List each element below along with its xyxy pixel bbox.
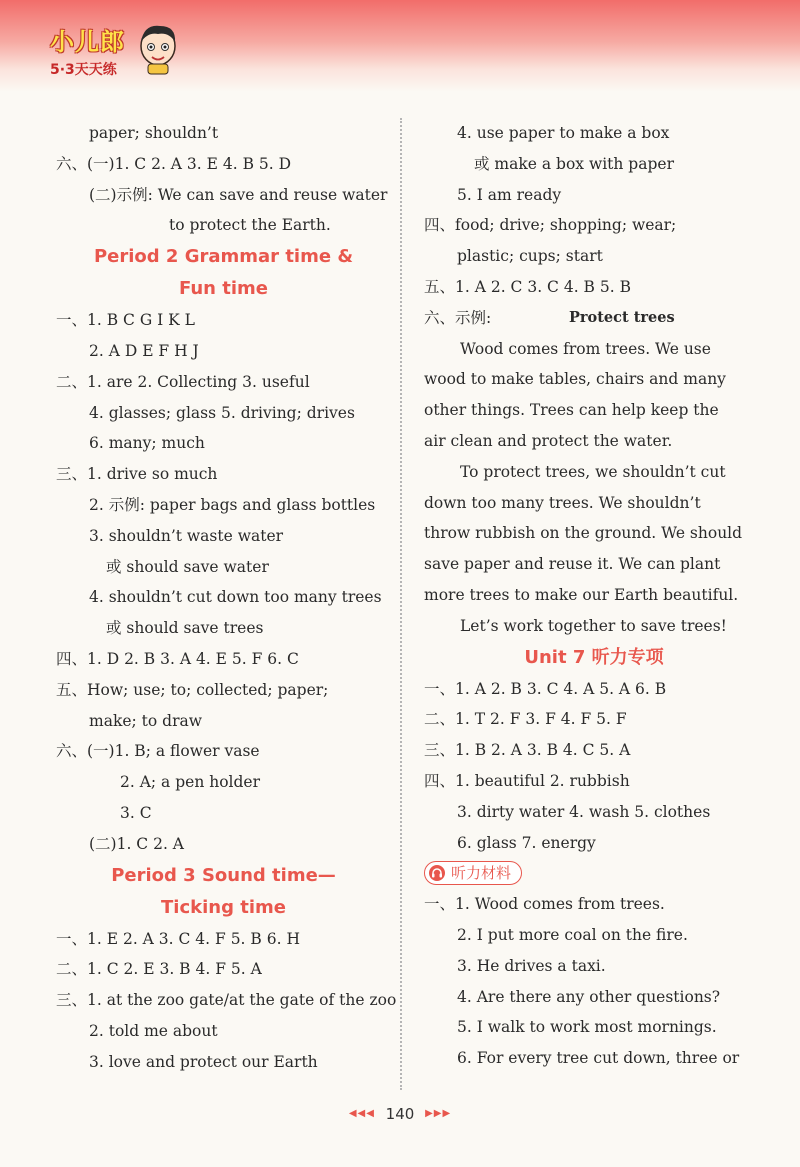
section-heading: Ticking time bbox=[161, 896, 286, 918]
essay-line: more trees to make our Earth beautiful. bbox=[424, 585, 739, 604]
answer-line: 二、1. T 2. F 3. F 4. F 5. F bbox=[424, 710, 627, 729]
answer-line: 三、1. B 2. A 3. B 4. C 5. A bbox=[424, 741, 631, 760]
section-heading: Period 2 Grammar time & bbox=[93, 246, 354, 268]
page-number: 140 bbox=[385, 1104, 415, 1123]
answer-line: 5. I am ready bbox=[457, 185, 562, 204]
essay-line: Wood comes from trees. We use bbox=[460, 339, 711, 358]
answer-line: 4. glasses; glass 5. driving; drives bbox=[89, 403, 355, 422]
answer-line: (二)1. C 2. A bbox=[89, 834, 185, 853]
essay-line: down too many trees. We shouldn’t bbox=[424, 493, 701, 512]
answer-line: 或 should save water bbox=[106, 557, 269, 576]
essay-line: air clean and protect the water. bbox=[424, 431, 673, 450]
answer-line: 一、1. Wood comes from trees. bbox=[424, 895, 665, 914]
tag-line bbox=[424, 858, 764, 889]
answer-line: 六、(一)1. B; a flower vase bbox=[56, 742, 260, 761]
answer-line: 二、1. are 2. Collecting 3. useful bbox=[56, 372, 310, 391]
answer-line: 二、1. C 2. E 3. B 4. F 5. A bbox=[56, 960, 262, 979]
essay-line: To protect trees, we shouldn’t cut bbox=[460, 462, 726, 481]
section-heading: Unit 7 听力专项 bbox=[524, 646, 664, 668]
section-heading: Period 3 Sound time— bbox=[111, 864, 336, 886]
answer-line: 四、1. D 2. B 3. A 4. E 5. F 6. C bbox=[56, 649, 299, 668]
answer-line: 五、How; use; to; collected; paper; bbox=[56, 680, 329, 699]
answer-line: 6. For every tree cut down, three or bbox=[457, 1049, 740, 1068]
answer-line: 一、1. E 2. A 3. C 4. F 5. B 6. H bbox=[56, 929, 300, 948]
answer-line: 2. 示例: paper bags and glass bottles bbox=[89, 495, 376, 514]
essay-title: Protect trees bbox=[569, 308, 675, 326]
headphones-icon bbox=[429, 865, 445, 881]
essay-line: wood to make tables, chairs and many bbox=[424, 370, 726, 389]
answer-line: 2. A D E F H J bbox=[89, 341, 199, 360]
answer-line: 3. He drives a taxi. bbox=[457, 956, 606, 975]
answer-line: 一、1. A 2. B 3. C 4. A 5. A 6. B bbox=[424, 679, 667, 698]
next-arrows-icon: ▶▶▶ bbox=[425, 1108, 452, 1119]
essay-intro-line bbox=[424, 303, 764, 334]
answer-line: 3. dirty water 4. wash 5. clothes bbox=[457, 802, 711, 821]
answer-line: 2. told me about bbox=[89, 1021, 218, 1040]
listening-material-tag bbox=[424, 861, 522, 885]
answer-line: 五、1. A 2. C 3. C 4. B 5. B bbox=[424, 277, 631, 296]
answer-line: 六、(一)1. C 2. A 3. E 4. B 5. D bbox=[56, 154, 292, 173]
answer-line: 或 should save trees bbox=[106, 619, 264, 638]
brand-title: 小儿郎 bbox=[50, 28, 125, 56]
brand-logo bbox=[50, 22, 125, 79]
answer-line: 2. I put more coal on the fire. bbox=[457, 925, 688, 944]
essay-line: other things. Trees can help keep the bbox=[424, 401, 719, 420]
answer-line: paper; shouldn’t bbox=[89, 124, 219, 142]
tag-label: 听力材料 bbox=[451, 863, 512, 882]
answer-line: plastic; cups; start bbox=[457, 247, 603, 266]
answer-line: 三、1. at the zoo gate/at the gate of the zoo bbox=[56, 991, 397, 1010]
essay-line: Let’s work together to save trees! bbox=[460, 616, 727, 635]
answer-line: 2. A; a pen holder bbox=[120, 773, 261, 792]
right-column bbox=[424, 118, 764, 1074]
answer-line: to protect the Earth. bbox=[169, 216, 331, 235]
answer-line: 一、1. B C G I K L bbox=[56, 311, 195, 330]
essay-line: throw rubbish on the ground. We should bbox=[424, 524, 743, 543]
answer-line: 3. C bbox=[120, 803, 152, 822]
answer-line: make; to draw bbox=[89, 711, 202, 730]
answer-line: (二)示例: We can save and reuse water bbox=[89, 185, 388, 204]
answer-line: 3. love and protect our Earth bbox=[89, 1052, 318, 1071]
answer-line: 四、food; drive; shopping; wear; bbox=[424, 216, 677, 235]
answer-line: 4. use paper to make a box bbox=[457, 124, 670, 142]
answer-line: 6. glass 7. energy bbox=[457, 833, 596, 852]
answer-line: 5. I walk to work most mornings. bbox=[457, 1018, 717, 1037]
answer-line: 3. shouldn’t waste water bbox=[89, 526, 284, 545]
answer-line: 6. many; much bbox=[89, 434, 205, 453]
answer-label: 六、示例: bbox=[424, 308, 492, 327]
page-footer bbox=[0, 1104, 800, 1123]
brand-subtitle: 5·3天天练 bbox=[50, 62, 117, 78]
column-divider bbox=[400, 118, 402, 1090]
mascot-icon bbox=[136, 20, 180, 76]
section-heading: Fun time bbox=[178, 278, 269, 300]
answer-line: 4. shouldn’t cut down too many trees bbox=[89, 588, 382, 607]
answer-line: 四、1. beautiful 2. rubbish bbox=[424, 771, 630, 790]
essay-line: save paper and reuse it. We can plant bbox=[424, 555, 721, 574]
answer-line: 或 make a box with paper bbox=[474, 154, 674, 173]
left-column bbox=[56, 118, 397, 1078]
prev-arrows-icon: ◀◀◀ bbox=[348, 1108, 375, 1119]
answer-line: 三、1. drive so much bbox=[56, 465, 218, 484]
answer-line: 4. Are there any other questions? bbox=[457, 987, 721, 1006]
